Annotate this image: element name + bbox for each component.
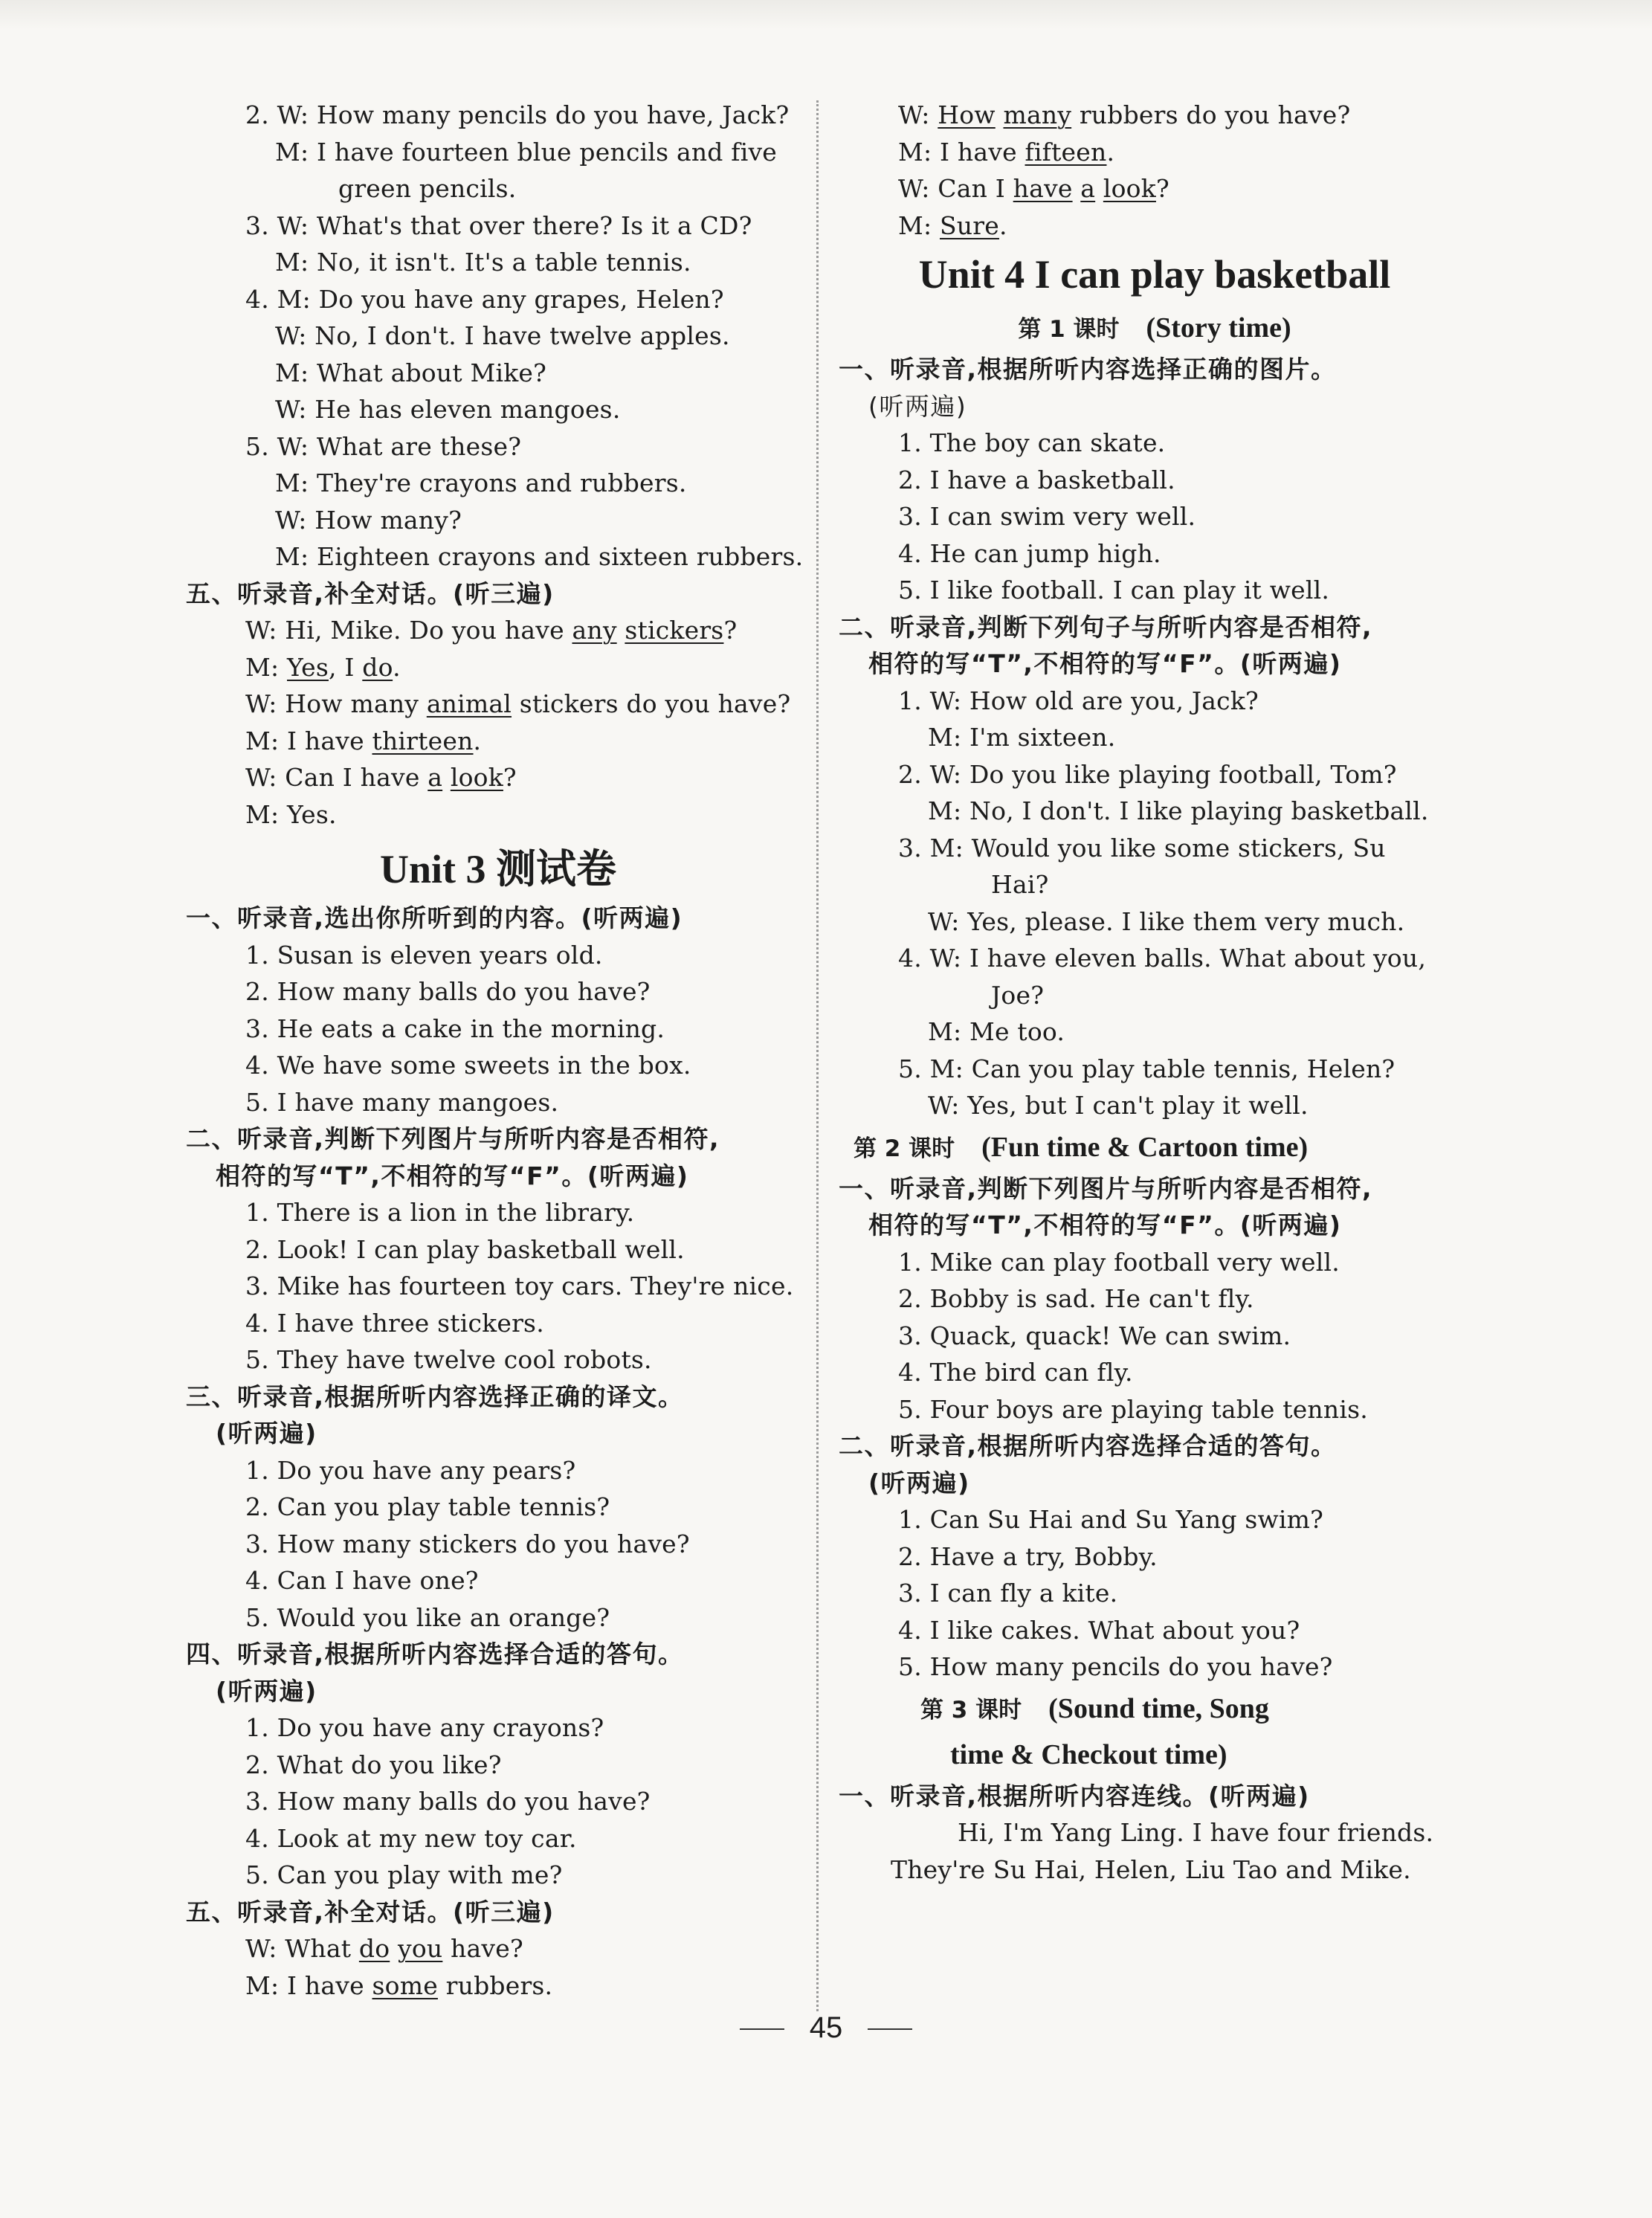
fill-in-line — [839, 134, 1471, 171]
list-item-text: 3. He eats a cake in the morning. — [245, 1013, 665, 1043]
speaker-label: W: — [898, 174, 938, 203]
dialogue-text: 3. M: Would you like some stickers, Su — [898, 833, 1386, 863]
passage-line: They're Su Hai, Helen, Liu Tao and Mike. — [891, 1854, 1411, 1884]
lesson2-heading — [839, 1124, 1471, 1170]
fill-in-line — [186, 612, 810, 649]
filled-answer: do — [362, 652, 393, 682]
filled-answer: Sure — [940, 210, 999, 240]
dialogue-text: Yes. — [287, 799, 337, 829]
speaker-label: M: — [245, 726, 287, 755]
dialogue-line — [839, 793, 1471, 830]
list-item — [839, 572, 1471, 609]
dialogue-line — [839, 1087, 1471, 1124]
list-item — [186, 1526, 810, 1563]
filled-answer: look — [450, 763, 503, 792]
section-heading: 二、听录音,判断下列句子与所听内容是否相符, — [839, 612, 1373, 642]
dialogue-text: W: He has eleven mangoes. — [275, 395, 621, 424]
section-heading: 一、听录音,判断下列图片与所听内容是否相符, — [839, 1173, 1373, 1203]
list-item-text: 4. The bird can fly. — [898, 1358, 1133, 1387]
list-item-text: 1. Mike can play football very well. — [898, 1247, 1340, 1277]
lesson-tag: 第 1 课时 — [1018, 316, 1120, 343]
filled-answer: have — [1013, 174, 1073, 203]
dialogue-text — [996, 100, 1004, 129]
dialogue-line — [839, 1013, 1471, 1051]
dialogue-text: I have — [940, 137, 1025, 167]
filled-answer: look — [1103, 174, 1156, 203]
list-item-text: 2. I have a basketball. — [898, 465, 1175, 494]
dialogue-text — [617, 616, 625, 645]
list-item-text: 2. Look! I can play basketball well. — [245, 1234, 685, 1264]
dialogue-text: 2. W: Do you like playing football, Tom? — [898, 759, 1397, 789]
filled-answer: fifteen — [1025, 137, 1107, 167]
list-item-text: 5. Would you like an orange? — [245, 1602, 610, 1632]
dialogue-text: 4. W: I have eleven balls. What about you, — [898, 944, 1427, 973]
right-column — [839, 97, 1471, 1888]
filled-answer: you — [397, 1934, 443, 1963]
list-item-text: 2. Can you play table tennis? — [245, 1492, 610, 1521]
filled-answer: thirteen — [372, 726, 474, 755]
list-item — [186, 1599, 810, 1637]
dialogue-text: M: They're crayons and rubbers. — [275, 468, 687, 497]
dialogue-text: I have — [287, 1970, 372, 2000]
dialogue-line — [186, 207, 810, 245]
speaker-label: M: — [898, 137, 940, 167]
list-item-text: 3. Mike has fourteen toy cars. They're nice. — [245, 1271, 794, 1300]
list-item-text: 1. Can Su Hai and Su Yang swim? — [898, 1505, 1324, 1534]
speaker-label: W: — [898, 100, 938, 129]
filled-answer: How — [938, 100, 996, 129]
section-heading-cont: 相符的写“T”,不相符的写“F”。(听两遍) — [216, 1161, 689, 1190]
list-item-text: 1. Do you have any crayons? — [245, 1713, 604, 1742]
list-item-text: 5. Can you play with me? — [245, 1860, 563, 1889]
dialogue-line — [186, 97, 810, 134]
speaker-label: W: — [245, 763, 285, 792]
dialogue-line — [186, 355, 810, 392]
page-number-value: 45 — [809, 2011, 843, 2044]
dialogue-line — [839, 830, 1471, 867]
dialogue-line — [186, 244, 810, 281]
list-item — [839, 1318, 1471, 1355]
lesson-tag: 第 2 课时 — [854, 1135, 955, 1162]
passage-line: Hi, I'm Yang Ling. I have four friends. — [958, 1818, 1434, 1847]
list-item-text: 4. He can jump high. — [898, 538, 1161, 568]
list-item-text: 2. Bobby is sad. He can't fly. — [898, 1284, 1254, 1313]
dialogue-text: have? — [442, 1934, 523, 1963]
list-item-text: 4. Can I have one? — [245, 1566, 479, 1595]
lesson3-heading — [839, 1686, 1471, 1732]
list-item — [186, 1047, 810, 1084]
dialogue-line — [186, 465, 810, 502]
section-note: (听两遍) — [868, 391, 967, 421]
dialogue-line — [839, 977, 1471, 1014]
list-item-text: 5. Four boys are playing table tennis. — [898, 1394, 1368, 1424]
dialogue-text: green pencils. — [338, 174, 517, 203]
dialogue-line — [186, 134, 810, 171]
fill-in-line — [186, 1930, 810, 1967]
dialogue-text: Can I have — [285, 763, 428, 792]
dialogue-text: M: What about Mike? — [275, 358, 547, 387]
list-item — [186, 1268, 810, 1305]
section-heading: 二、听录音,判断下列图片与所听内容是否相符, — [186, 1124, 720, 1153]
lesson-name: (Fun time & Cartoon time) — [981, 1131, 1309, 1163]
list-item — [186, 1747, 810, 1784]
dialogue-text: W: Yes, but I can't play it well. — [928, 1091, 1309, 1120]
list-item-text: 2. How many balls do you have? — [245, 977, 651, 1006]
filled-answer: stickers — [625, 616, 724, 645]
dialogue-text: M: I have fourteen blue pencils and five — [275, 137, 778, 167]
fill-in-line — [839, 170, 1471, 207]
dialogue-text: . — [1106, 137, 1115, 167]
section-heading: 三、听录音,根据所听内容选择正确的译文。 — [186, 1382, 684, 1411]
dialogue-text: M: Eighteen crayons and sixteen rubbers. — [275, 542, 804, 571]
lesson-name: (Sound time, Song — [1048, 1692, 1269, 1724]
dialogue-text: Hai? — [991, 870, 1049, 899]
dialogue-line — [839, 903, 1471, 941]
dialogue-line — [839, 866, 1471, 903]
list-item-text: 1. The boy can skate. — [898, 428, 1166, 457]
dialogue-text: 5. W: What are these? — [245, 431, 522, 461]
list-item — [839, 1648, 1471, 1686]
fill-in-line — [186, 649, 810, 686]
list-item — [839, 535, 1471, 573]
section-heading-cont: 相符的写“T”,不相符的写“F”。(听两遍) — [868, 649, 1342, 678]
filled-answer: a — [1080, 174, 1096, 203]
dialogue-line — [839, 719, 1471, 756]
filled-answer: animal — [426, 689, 512, 718]
speaker-label: W: — [245, 616, 285, 645]
dialogue-text: M: No, I don't. I like playing basketball. — [928, 796, 1429, 825]
list-item-text: 5. They have twelve cool robots. — [245, 1345, 652, 1374]
section-heading: 一、听录音,选出你所听到的内容。(听两遍) — [186, 903, 683, 932]
dialogue-text — [1073, 174, 1081, 203]
list-item — [186, 1820, 810, 1857]
section-heading: 五、听录音,补全对话。(听三遍) — [186, 578, 555, 608]
dialogue-line — [839, 1051, 1471, 1088]
fill-in-line — [839, 207, 1471, 245]
fill-in-line — [839, 97, 1471, 134]
section-heading: 二、听录音,根据所听内容选择合适的答句。 — [839, 1431, 1337, 1460]
dialogue-text: ? — [503, 763, 517, 792]
dialogue-text: . — [998, 210, 1007, 240]
dialogue-text: Can I — [938, 174, 1013, 203]
list-item-text: 2. What do you like? — [245, 1750, 502, 1779]
lesson-name: (Story time) — [1146, 312, 1291, 344]
list-item — [186, 973, 810, 1010]
list-item-text: 4. I like cakes. What about you? — [898, 1615, 1300, 1645]
dialogue-line — [186, 502, 810, 539]
dialogue-text: Hi, Mike. Do you have — [285, 616, 572, 645]
list-item-text: 3. How many balls do you have? — [245, 1787, 651, 1816]
dialogue-line — [839, 940, 1471, 977]
list-item — [186, 1709, 810, 1747]
filled-answer: some — [372, 1970, 438, 2000]
list-item — [839, 1244, 1471, 1281]
list-item — [186, 1231, 810, 1268]
list-item-text: 4. I have three stickers. — [245, 1308, 544, 1338]
list-item — [186, 1452, 810, 1489]
filled-answer: any — [572, 616, 617, 645]
list-item-text: 5. How many pencils do you have? — [898, 1652, 1333, 1681]
dialogue-text: stickers do you have? — [512, 689, 791, 718]
list-item-text: 5. I have many mangoes. — [245, 1087, 559, 1117]
dialogue-text: . — [473, 726, 482, 755]
dialogue-text: W: No, I don't. I have twelve apples. — [275, 321, 730, 350]
dialogue-line — [186, 391, 810, 428]
list-item — [186, 1562, 810, 1599]
dialogue-text: Joe? — [991, 980, 1045, 1010]
dialogue-text: W: Yes, please. I like them very much. — [928, 906, 1405, 936]
unit3-title: Unit 3 测试卷 — [379, 847, 616, 892]
list-item — [839, 1501, 1471, 1538]
dialogue-text: 1. W: How old are you, Jack? — [898, 686, 1259, 715]
lesson-tag: 第 3 课时 — [920, 1696, 1022, 1724]
page-number-dash — [868, 2028, 912, 2030]
dialogue-text: 3. W: What's that over there? Is it a CD? — [245, 210, 752, 240]
section-heading-cont: (听两遍) — [868, 1468, 970, 1498]
speaker-label: W: — [245, 689, 285, 718]
list-item-text: 3. Quack, quack! We can swim. — [898, 1321, 1291, 1350]
lesson1-heading — [839, 305, 1471, 351]
filled-answer: a — [427, 763, 443, 792]
dialogue-text: . — [393, 652, 401, 682]
dialogue-text: M: I'm sixteen. — [928, 723, 1116, 752]
filled-answer: many — [1003, 100, 1072, 129]
section-heading-cont: 相符的写“T”,不相符的写“F”。(听两遍) — [868, 1210, 1342, 1239]
filled-answer: Yes — [287, 652, 329, 682]
list-item-text: 4. Look at my new toy car. — [245, 1823, 577, 1853]
list-item — [839, 1391, 1471, 1428]
list-item-text: 3. I can swim very well. — [898, 502, 1196, 531]
dialogue-line — [186, 538, 810, 576]
list-item — [839, 1612, 1471, 1649]
list-item — [186, 1084, 810, 1121]
fill-in-line — [186, 686, 810, 723]
list-item — [839, 1538, 1471, 1576]
section-heading: 一、听录音,根据所听内容连线。(听两遍) — [839, 1781, 1310, 1811]
dialogue-text — [442, 763, 451, 792]
list-item-text: 1. Susan is eleven years old. — [245, 940, 603, 970]
dialogue-line — [186, 281, 810, 318]
list-item-text: 1. Do you have any pears? — [245, 1455, 576, 1485]
dialogue-text: What — [285, 1934, 359, 1963]
list-item — [839, 425, 1471, 462]
dialogue-line — [186, 170, 810, 207]
page-number — [0, 2011, 1652, 2045]
dialogue-text: M: Me too. — [928, 1017, 1065, 1046]
list-item — [186, 1783, 810, 1820]
list-item — [839, 498, 1471, 535]
fill-in-line — [186, 759, 810, 796]
fill-in-line — [186, 796, 810, 834]
list-item — [186, 1341, 810, 1379]
dialogue-text: ? — [723, 616, 738, 645]
filled-answer: do — [358, 1934, 390, 1963]
section-heading-cont: (听两遍) — [216, 1676, 317, 1706]
list-item — [186, 1194, 810, 1231]
dialogue-line — [186, 428, 810, 465]
list-item — [839, 1575, 1471, 1612]
list-item — [186, 937, 810, 974]
section-heading: 一、听录音,根据所听内容选择正确的图片。 — [839, 355, 1337, 384]
left-column — [186, 97, 810, 2004]
dialogue-line — [839, 683, 1471, 720]
speaker-label: M: — [245, 799, 287, 829]
dialogue-text: M: No, it isn't. It's a table tennis. — [275, 248, 691, 277]
dialogue-line — [839, 756, 1471, 793]
section-heading: 四、听录音,根据所听内容选择合适的答句。 — [186, 1640, 684, 1669]
list-item-text: 5. I like football. I can play it well. — [898, 576, 1330, 605]
list-item — [186, 1305, 810, 1342]
list-item-text: 3. How many stickers do you have? — [245, 1529, 690, 1558]
dialogue-text: 2. W: How many pencils do you have, Jack? — [245, 100, 790, 129]
section-heading: 五、听录音,补全对话。(听三遍) — [186, 1897, 555, 1927]
section-heading-cont: (听两遍) — [216, 1419, 317, 1448]
page-number-dash — [740, 2028, 784, 2030]
dialogue-text — [390, 1934, 398, 1963]
list-item-text: 4. We have some sweets in the box. — [245, 1051, 691, 1080]
dialogue-text: W: How many? — [275, 505, 462, 535]
dialogue-text: rubbers do you have? — [1071, 100, 1351, 129]
dialogue-text: 5. M: Can you play table tennis, Helen? — [898, 1054, 1396, 1083]
list-item — [186, 1857, 810, 1894]
lesson3-heading-cont: time & Checkout time) — [950, 1738, 1227, 1770]
list-item — [839, 1354, 1471, 1391]
dialogue-text: rubbers. — [437, 1970, 553, 2000]
dialogue-line — [186, 317, 810, 355]
unit4-title: Unit 4 I can play basketball — [918, 252, 1391, 297]
speaker-label: M: — [245, 1970, 287, 2000]
list-item — [186, 1010, 810, 1048]
speaker-label: W: — [245, 1934, 285, 1963]
list-item — [839, 462, 1471, 499]
dialogue-text: ? — [1155, 174, 1169, 203]
dialogue-text: How many — [285, 689, 427, 718]
list-item-text: 2. Have a try, Bobby. — [898, 1541, 1158, 1571]
speaker-label: M: — [245, 652, 287, 682]
dialogue-text: , I — [328, 652, 363, 682]
list-item-text: 1. There is a lion in the library. — [245, 1198, 635, 1227]
dialogue-text: I have — [287, 726, 372, 755]
fill-in-line — [186, 1967, 810, 2005]
column-divider — [816, 100, 819, 2011]
list-item — [186, 1489, 810, 1526]
dialogue-text: 4. M: Do you have any grapes, Helen? — [245, 284, 724, 314]
list-item — [839, 1280, 1471, 1318]
dialogue-text — [1095, 174, 1103, 203]
list-item-text: 3. I can fly a kite. — [898, 1579, 1118, 1608]
fill-in-line — [186, 723, 810, 760]
speaker-label: M: — [898, 210, 940, 240]
